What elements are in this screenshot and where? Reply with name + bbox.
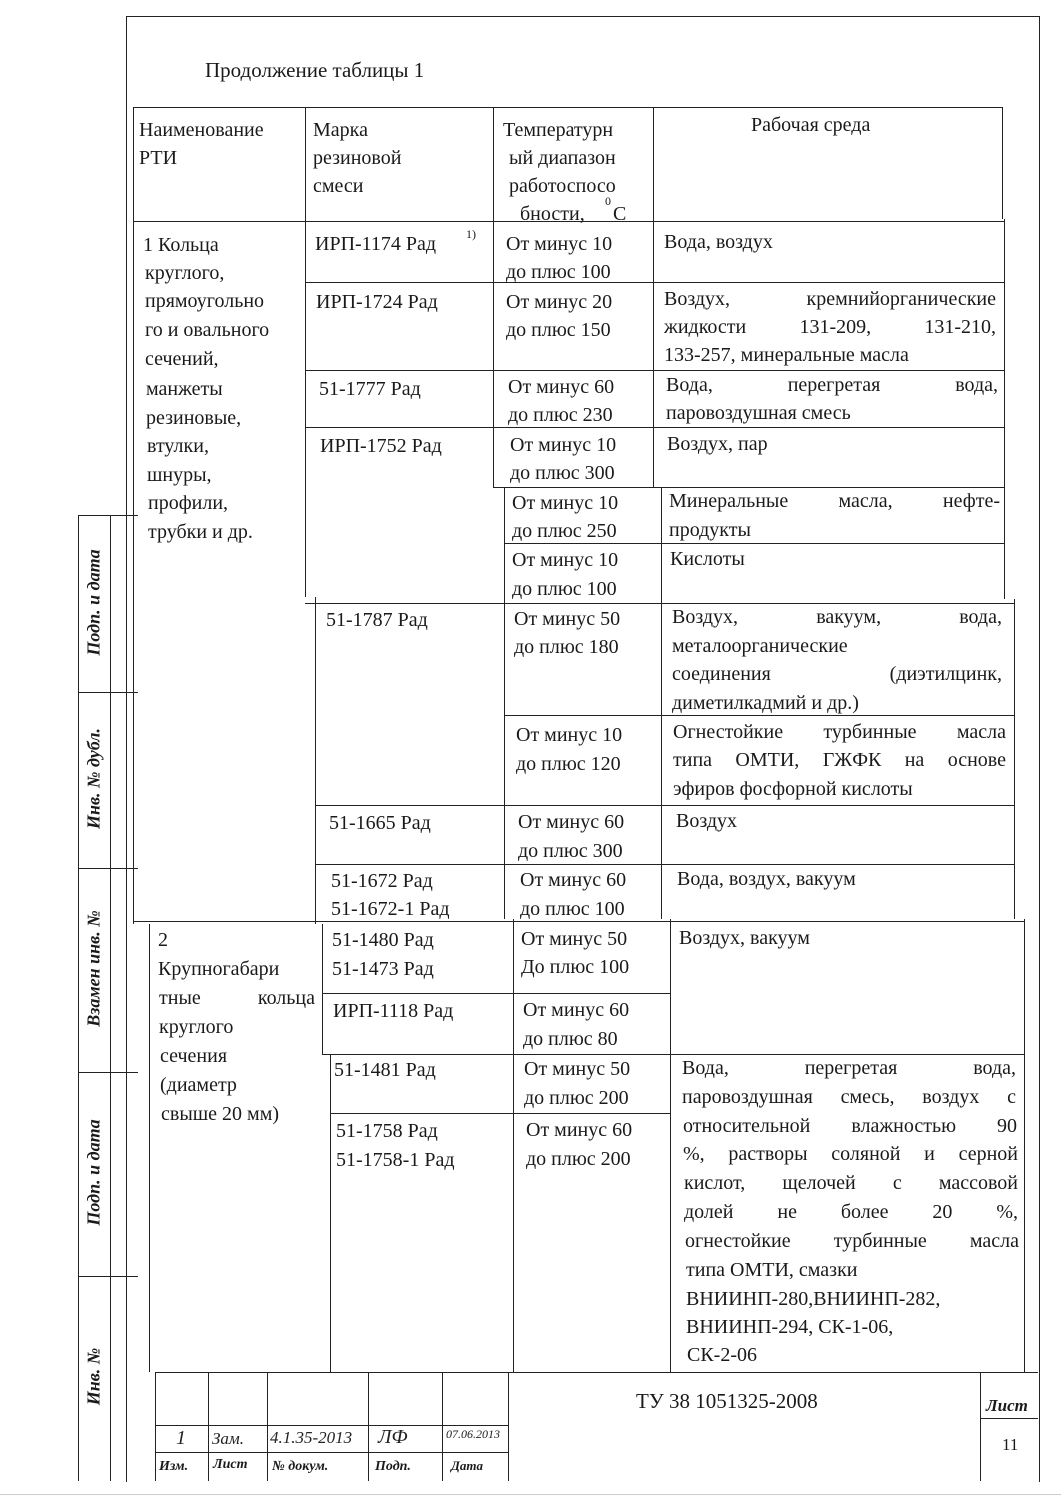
header-mark-line: Марка xyxy=(313,119,368,141)
env-cell: 133-257, минеральные масла xyxy=(664,344,909,366)
stamp-col xyxy=(267,1372,268,1481)
group1-name-line: го и овального xyxy=(145,319,270,341)
env-cell: Воздух, пар xyxy=(667,433,768,455)
env-cell: жидкости 131-209, 131-210, xyxy=(664,316,996,338)
env-cell: Вода, перегретая вода, xyxy=(666,374,998,396)
handwritten-izm: 1 xyxy=(176,1427,186,1449)
header-temp-line: ый диапазон xyxy=(509,147,616,169)
env-line: ВНИИНП-280,ВНИИНП-282, xyxy=(686,1288,941,1310)
group2-name-line: тные кольца xyxy=(159,987,315,1009)
row-sep-r3 xyxy=(305,427,1004,428)
col-sep-1 xyxy=(305,107,306,597)
stamp-col xyxy=(508,1372,509,1481)
temp-cell: От минус 60 xyxy=(508,376,615,398)
col-sep-3b xyxy=(661,487,662,919)
temp-cell: От минус 20 xyxy=(506,291,613,313)
side-strip-left xyxy=(78,515,79,1481)
handwritten-doc: 4.1.35-2013 xyxy=(270,1428,353,1447)
header-temp-unit: С xyxy=(613,203,627,225)
side-strip-sep xyxy=(78,868,138,869)
env-cell: Огнестойкие турбинные масла xyxy=(673,721,1006,743)
env-cell: Воздух, кремнийорганические xyxy=(664,288,996,310)
env-cell: металоорганические xyxy=(672,635,848,657)
col-sep-3 xyxy=(653,107,654,487)
header-temp-line: Температурн xyxy=(503,119,614,141)
stamp-col xyxy=(442,1372,443,1481)
temp-cell: до плюс 230 xyxy=(508,404,613,426)
env-cell: типа ОМТИ, ГЖФК на основе xyxy=(673,749,1006,771)
temp-cell: до плюс 180 xyxy=(514,636,619,658)
row-sep-top xyxy=(133,107,1002,108)
sheet-number: 11 xyxy=(1002,1435,1019,1454)
temp-cell: до плюс 120 xyxy=(516,753,621,775)
group1-name-line: сечений, xyxy=(145,348,219,370)
group1-name-line: профили, xyxy=(148,492,229,514)
row-sep-r1 xyxy=(305,282,1004,283)
side-label: Подп. и дата xyxy=(83,1119,104,1226)
col-sep-2 xyxy=(493,107,494,487)
side-strip-sep xyxy=(78,1072,138,1073)
env-cell: Воздух xyxy=(676,810,738,832)
row-sep-r13 xyxy=(330,1113,670,1114)
env-line: огнестойкие турбинные масла xyxy=(685,1230,1019,1252)
temp-cell: до плюс 300 xyxy=(510,462,615,484)
handwritten-list: Зам. xyxy=(212,1429,245,1448)
env-cell: продукты xyxy=(669,519,751,541)
temp-cell: От минус 50 xyxy=(521,928,628,950)
group1-name-line: манжеты xyxy=(146,378,223,400)
env-line: кислот, щелочей с массовой xyxy=(684,1172,1018,1194)
group1-name-line: круглого, xyxy=(145,262,225,284)
stamp-col xyxy=(980,1372,981,1481)
temp-cell: До плюс 100 xyxy=(521,956,630,978)
table-border-right xyxy=(1002,107,1003,219)
env-cell: Воздух, вакуум, вода, xyxy=(672,606,1002,628)
mark-cell: 51-1758-1 Рад xyxy=(336,1149,455,1171)
temp-cell: до плюс 100 xyxy=(512,578,617,600)
mark-cell: ИРП-1174 Рад xyxy=(315,233,437,255)
doc-code: ТУ 38 1051325-2008 xyxy=(636,1389,818,1413)
table-border-right-4 xyxy=(1024,919,1025,1372)
group1-name-line: прямоугольно xyxy=(145,290,265,312)
env-line: Вода, перегретая вода, xyxy=(682,1057,1016,1079)
side-label: Инв. № xyxy=(83,1347,104,1406)
env-line: СК-2-06 xyxy=(687,1344,757,1366)
temp-cell: до плюс 250 xyxy=(512,520,617,542)
env-cell: Вода, воздух xyxy=(664,231,773,253)
env-line: ВНИИНП-294, СК-1-06, xyxy=(686,1316,894,1338)
group2-name-line: 2 xyxy=(158,929,168,951)
env-cell: Вода, воздух, вакуум xyxy=(677,868,856,890)
col-label-izm: Изм. xyxy=(159,1459,189,1474)
mark-cell: 51-1480 Рад xyxy=(332,929,434,951)
col-label-sign: Подп. xyxy=(375,1459,411,1474)
header-mark-line: резиновой xyxy=(313,147,402,169)
side-strip-inner xyxy=(110,515,111,1481)
mark-footnote: 1) xyxy=(466,227,476,241)
mark-cell: ИРП-1724 Рад xyxy=(316,291,438,313)
table-border-right-2 xyxy=(1004,219,1005,599)
temp-cell: От минус 60 xyxy=(523,999,630,1021)
env-cell: Кислоты xyxy=(670,548,745,570)
header-name-line: Наименование xyxy=(139,119,264,141)
env-line: долей не более 20 %, xyxy=(684,1201,1018,1223)
group2-name-line: круглого xyxy=(159,1016,234,1038)
col-label-list: Лист xyxy=(213,1457,248,1472)
side-strip-top xyxy=(78,515,138,516)
page-bottom-edge xyxy=(0,1494,1061,1495)
side-label: Взамен инв. № xyxy=(83,910,104,1027)
group2-name-line: Крупногабари xyxy=(158,958,280,980)
stamp-col xyxy=(368,1372,369,1481)
handwritten-date: 07.06.2013 xyxy=(446,1427,500,1441)
temp-cell: до плюс 150 xyxy=(506,319,611,341)
side-strip-sep xyxy=(78,1276,138,1277)
stamp-col xyxy=(155,1372,156,1481)
temp-cell: От минус 60 xyxy=(520,869,627,891)
group1-name-line: втулки, xyxy=(147,435,209,457)
temp-cell: От минус 50 xyxy=(514,608,621,630)
mark-cell: 51-1777 Рад xyxy=(319,378,421,400)
env-cell: Воздух, вакуум xyxy=(679,927,810,949)
col-label-date: Дата xyxy=(451,1458,483,1473)
table-border-left-2 xyxy=(149,924,150,1372)
group2-name-line: (диаметр xyxy=(160,1074,237,1096)
side-strip-sep xyxy=(78,692,138,693)
temp-cell: до плюс 100 xyxy=(520,898,625,920)
table-border-right-3 xyxy=(1014,599,1015,919)
sheet-label: Лист xyxy=(986,1396,1028,1415)
group2-name-line: сечения xyxy=(160,1045,228,1067)
table-caption: Продолжение таблицы 1 xyxy=(205,58,425,82)
temp-cell: От минус 60 xyxy=(518,811,625,833)
col-sep-2c xyxy=(513,919,514,1372)
row-sep-r11 xyxy=(322,993,670,994)
col-sep-1c xyxy=(322,924,323,1054)
group1-name-line: трубки и др. xyxy=(148,521,253,543)
group1-name-line: 1 Кольца xyxy=(143,234,219,256)
col-sep-2b xyxy=(504,487,505,919)
mark-cell: 51-1672 Рад xyxy=(331,870,433,892)
temp-cell: От минус 10 xyxy=(516,724,623,746)
env-cell: паровоздушная смесь xyxy=(666,402,851,424)
handwritten-signature: ЛФ xyxy=(378,1426,408,1448)
temp-cell: От минус 10 xyxy=(512,549,619,571)
temp-cell: до плюс 300 xyxy=(518,840,623,862)
row-sep-r9 xyxy=(315,864,1014,865)
header-temp-line: бности, xyxy=(520,203,585,225)
col-sep-1d xyxy=(330,1054,331,1372)
mark-cell: 51-1665 Рад xyxy=(329,812,431,834)
col-sep-3c xyxy=(670,919,671,1372)
col-sep-1b xyxy=(315,597,316,924)
temp-cell: От минус 10 xyxy=(506,233,613,255)
stamp-sheet-sep xyxy=(980,1418,1038,1419)
env-cell: Минеральные масла, нефте- xyxy=(669,490,1000,512)
mark-cell: 51-1481 Рад xyxy=(334,1059,436,1081)
stamp-col xyxy=(208,1372,209,1481)
mark-cell: 51-1672-1 Рад xyxy=(331,898,450,920)
row-sep-r8 xyxy=(315,805,1014,806)
temp-cell: до плюс 200 xyxy=(526,1148,631,1170)
mark-cell: 51-1758 Рад xyxy=(336,1120,438,1142)
temp-cell: до плюс 200 xyxy=(524,1087,629,1109)
header-temp-degree: 0 xyxy=(605,194,611,208)
env-line: относительной влажностью 90 xyxy=(683,1115,1017,1137)
header-mark-line: смеси xyxy=(313,175,364,197)
temp-cell: От минус 10 xyxy=(512,492,619,514)
mark-cell: 51-1473 Рад xyxy=(332,958,434,980)
temp-cell: до плюс 80 xyxy=(523,1028,618,1050)
col-label-doc: № докум. xyxy=(272,1459,329,1474)
env-cell: эфиров фосфорной кислоты xyxy=(673,778,913,800)
header-name-line: РТИ xyxy=(139,147,178,169)
temp-cell: От минус 60 xyxy=(526,1119,633,1141)
side-label: Инв. № дубл. xyxy=(83,728,104,829)
header-temp-line: работоспосо xyxy=(509,175,616,197)
env-cell: диметилкадмий и др.) xyxy=(672,692,859,714)
temp-cell: до плюс 100 xyxy=(506,261,611,283)
temp-cell: От минус 50 xyxy=(524,1058,631,1080)
group1-name-line: шнуры, xyxy=(147,464,212,486)
mark-cell: ИРП-1118 Рад xyxy=(333,1000,454,1022)
stamp-top xyxy=(155,1372,1038,1373)
temp-cell: От минус 10 xyxy=(510,434,617,456)
mark-cell: ИРП-1752 Рад xyxy=(320,435,442,457)
side-label: Подп. и дата xyxy=(83,549,104,656)
header-env: Рабочая среда xyxy=(751,114,871,136)
mark-cell: 51-1787 Рад xyxy=(326,609,428,631)
env-line: %, растворы соляной и серной xyxy=(683,1143,1018,1165)
env-line: типа ОМТИ, смазки xyxy=(686,1259,858,1281)
group1-name-line: резиновые, xyxy=(146,407,242,429)
env-line: паровоздушная смесь, воздух с xyxy=(682,1086,1016,1108)
env-cell: соединения (диэтилцинк, xyxy=(672,663,1002,685)
group2-name-line: свыше 20 мм) xyxy=(161,1103,280,1125)
